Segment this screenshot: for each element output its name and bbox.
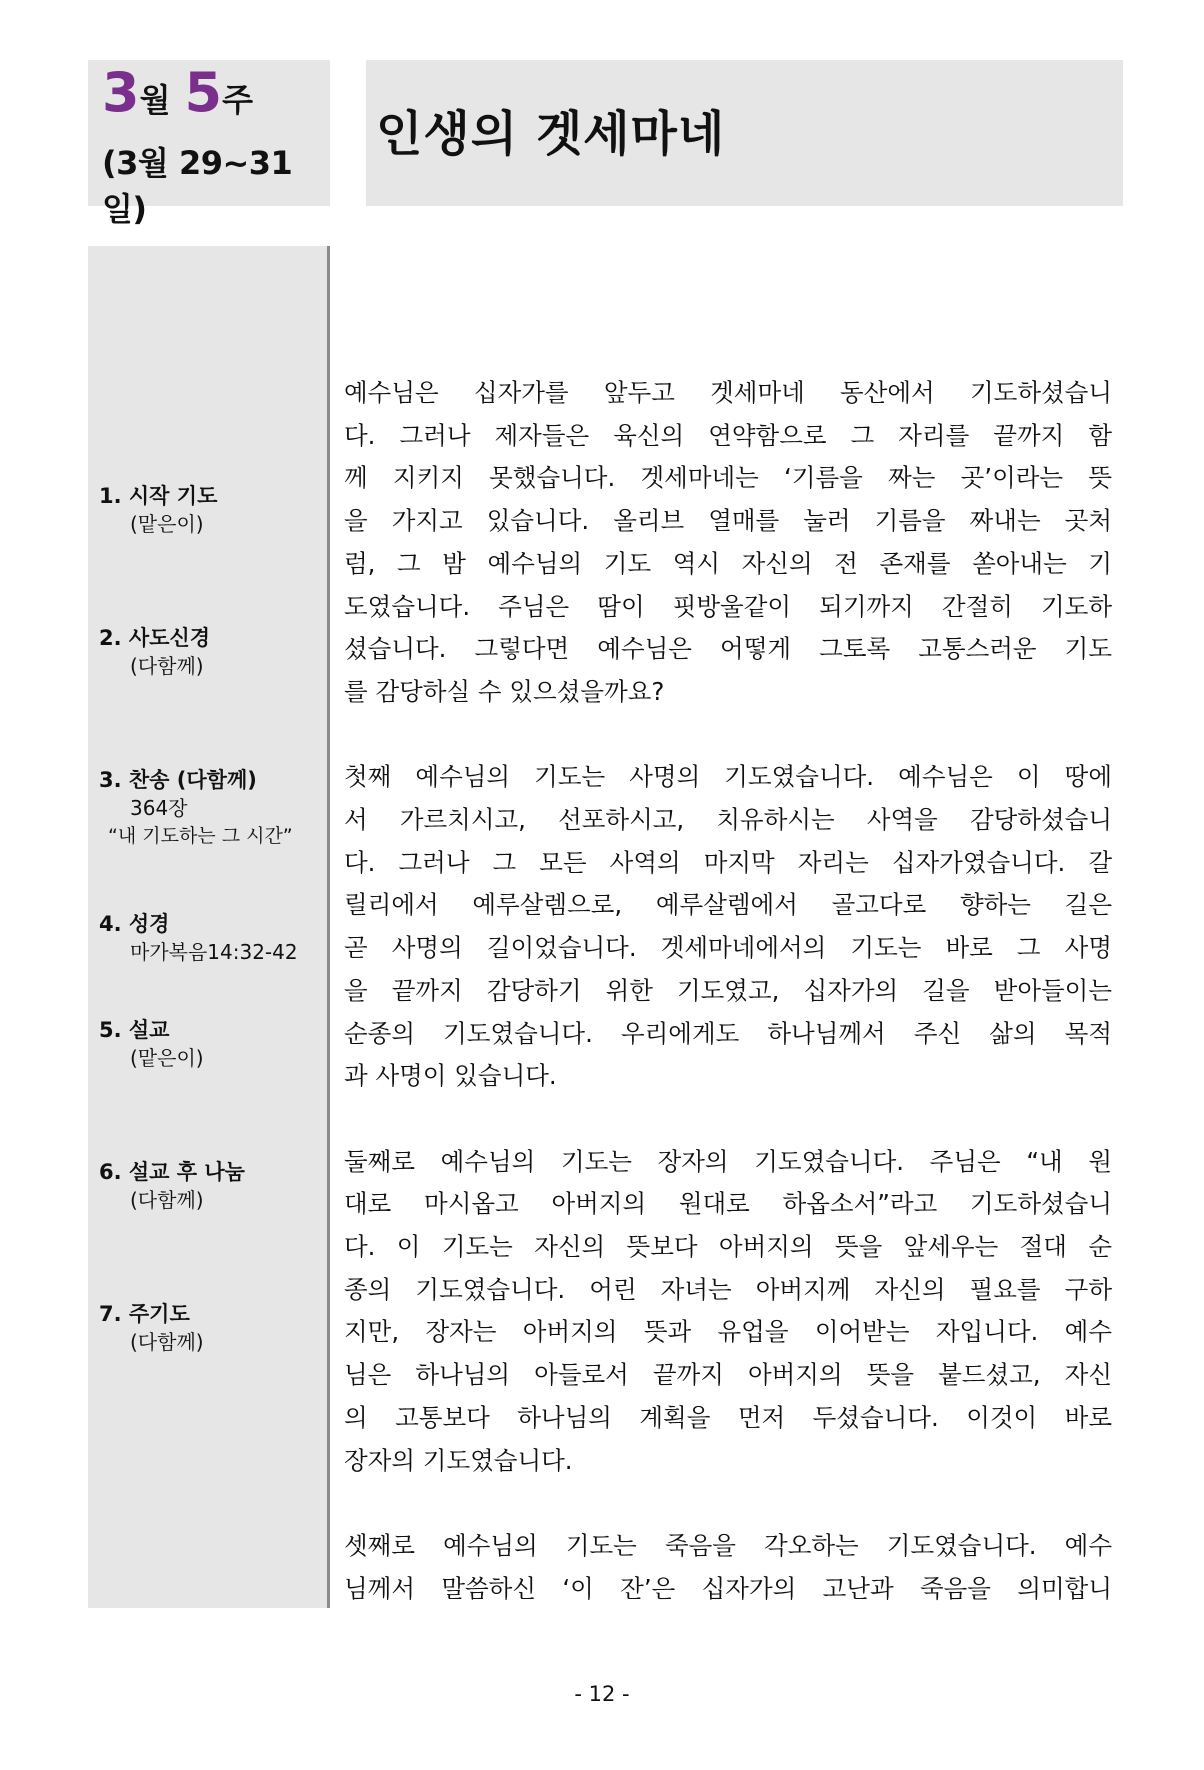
sermon-line: 순종의 기도였습니다. 우리에게도 하나님께서 주신 삶의 목적 bbox=[344, 1018, 1112, 1048]
sermon-text bbox=[344, 372, 1112, 1653]
week-label bbox=[102, 61, 330, 124]
order-item-apostles-creed bbox=[99, 624, 210, 680]
sermon-line: 예수님은 십자가를 앞두고 겟세마네 동산에서 기도하셨습니 bbox=[344, 378, 1112, 407]
order-item-label: 7. 주기도 bbox=[99, 1302, 190, 1326]
sermon-line: 를 감당하실 수 있으셨을까요? bbox=[344, 676, 665, 706]
sermon-line: 장자의 기도였습니다. bbox=[344, 1445, 573, 1475]
order-item-sub: (맡은이) bbox=[130, 1046, 204, 1070]
sermon-line: 셨습니다. 그렇다면 예수님은 어떻게 그토록 고통스러운 기도 bbox=[344, 634, 1112, 664]
order-item-hymn bbox=[99, 766, 293, 850]
order-item-sub: (맡은이) bbox=[130, 512, 204, 536]
month-unit: 월 bbox=[139, 81, 171, 119]
sermon-line: 곧 사명의 길이었습니다. 겟세마네에서의 기도는 바로 그 사명 bbox=[344, 933, 1112, 963]
sermon-line: 께 지키지 못했습니다. 겟세마네는 ‘기름을 짜는 곳’이라는 뜻 bbox=[344, 463, 1112, 493]
sermon-paragraph bbox=[344, 372, 1112, 714]
order-item-sub: 마가복음14:32-42 bbox=[130, 940, 298, 964]
sermon-line: 럼, 그 밤 예수님의 기도 역시 자신의 전 존재를 쏟아내는 기 bbox=[344, 548, 1112, 578]
order-item-label: 2. 사도신경 bbox=[99, 626, 211, 650]
sermon-line: 릴리에서 예루살렘으로, 예루살렘에서 골고다로 향하는 길은 bbox=[344, 890, 1112, 920]
order-item-label: 6. 설교 후 나눔 bbox=[99, 1160, 245, 1184]
week-unit: 주 bbox=[222, 81, 253, 119]
order-item-scripture bbox=[99, 910, 298, 966]
order-item-sermon bbox=[99, 1016, 204, 1072]
order-item-sub: (다함께) bbox=[130, 1330, 204, 1354]
sermon-paragraph bbox=[344, 756, 1112, 1098]
sermon-line: 을 끝까지 감당하기 위한 기도였고, 십자가의 길을 받아들이는 bbox=[344, 975, 1112, 1005]
order-item-sub: (다함께) bbox=[130, 1188, 204, 1212]
sermon-line: 지만, 장자는 아버지의 뜻과 유업을 이어받는 자입니다. 예수 bbox=[344, 1317, 1112, 1347]
title-box bbox=[366, 60, 1123, 206]
sermon-paragraph bbox=[344, 1525, 1112, 1610]
order-item-label: 1. 시작 기도 bbox=[99, 484, 218, 508]
sermon-line: 님은 하나님의 아들로서 끝까지 아버지의 뜻을 붙드셨고, 자신 bbox=[344, 1360, 1112, 1390]
order-item-label: 5. 설교 bbox=[99, 1018, 170, 1042]
sermon-line: 둘째로 예수님의 기도는 장자의 기도였습니다. 주님은 “내 원 bbox=[344, 1146, 1112, 1176]
sermon-line: 님께서 말씀하신 ‘이 잔’은 십자가의 고난과 죽음을 의미합니 bbox=[344, 1573, 1112, 1603]
order-item-sharing bbox=[99, 1158, 245, 1214]
page-number: - 12 - bbox=[574, 1682, 630, 1706]
sermon-line: 과 사명이 있습니다. bbox=[344, 1061, 557, 1091]
order-item-sub: (다함께) bbox=[130, 654, 204, 678]
sermon-line: 도였습니다. 주님은 땀이 핏방울같이 되기까지 간절히 기도하 bbox=[344, 591, 1112, 621]
week-box bbox=[88, 60, 330, 228]
order-of-worship bbox=[88, 246, 330, 1608]
order-item-lords-prayer bbox=[99, 1300, 204, 1356]
sermon-line: 종의 기도였습니다. 어린 자녀는 아버지께 자신의 필요를 구하 bbox=[344, 1274, 1112, 1304]
page-title: 인생의 겟세마네 bbox=[376, 105, 726, 162]
sermon-line: 서 가르치시고, 선포하시고, 치유하시는 사역을 감당하셨습니 bbox=[344, 805, 1112, 835]
sermon-line: 의 고통보다 하나님의 계획을 먼저 두셨습니다. 이것이 바로 bbox=[344, 1402, 1112, 1432]
sermon-line: 을 가지고 있습니다. 올리브 열매를 눌러 기름을 짜내는 곳처 bbox=[344, 506, 1112, 536]
order-item-sub: 364장 bbox=[130, 796, 188, 820]
sermon-line: 다. 그러나 그 모든 사역의 마지막 자리는 십자가였습니다. 갈 bbox=[344, 847, 1112, 877]
sermon-paragraph bbox=[344, 1141, 1112, 1483]
week-dates: (3월 29~31일) bbox=[102, 144, 293, 228]
month-number: 3 bbox=[102, 61, 140, 124]
sermon-line: 대로 마시옵고 아버지의 원대로 하옵소서”라고 기도하셨습니 bbox=[344, 1189, 1112, 1219]
order-item-label: 4. 성경 bbox=[99, 912, 170, 936]
hymn-title: “내 기도하는 그 시간” bbox=[108, 825, 293, 847]
sermon-line: 다. 그러나 제자들은 육신의 연약함으로 그 자리를 끝까지 함 bbox=[344, 420, 1112, 450]
sermon-line: 다. 이 기도는 자신의 뜻보다 아버지의 뜻을 앞세우는 절대 순 bbox=[344, 1232, 1112, 1262]
order-item-opening-prayer bbox=[99, 482, 217, 538]
sermon-line: 첫째 예수님의 기도는 사명의 기도였습니다. 예수님은 이 땅에 bbox=[344, 762, 1112, 792]
sermon-line: 셋째로 예수님의 기도는 죽음을 각오하는 기도였습니다. 예수 bbox=[344, 1530, 1112, 1560]
week-number: 5 bbox=[184, 61, 223, 124]
order-item-label: 3. 찬송 (다함께) bbox=[99, 768, 257, 792]
